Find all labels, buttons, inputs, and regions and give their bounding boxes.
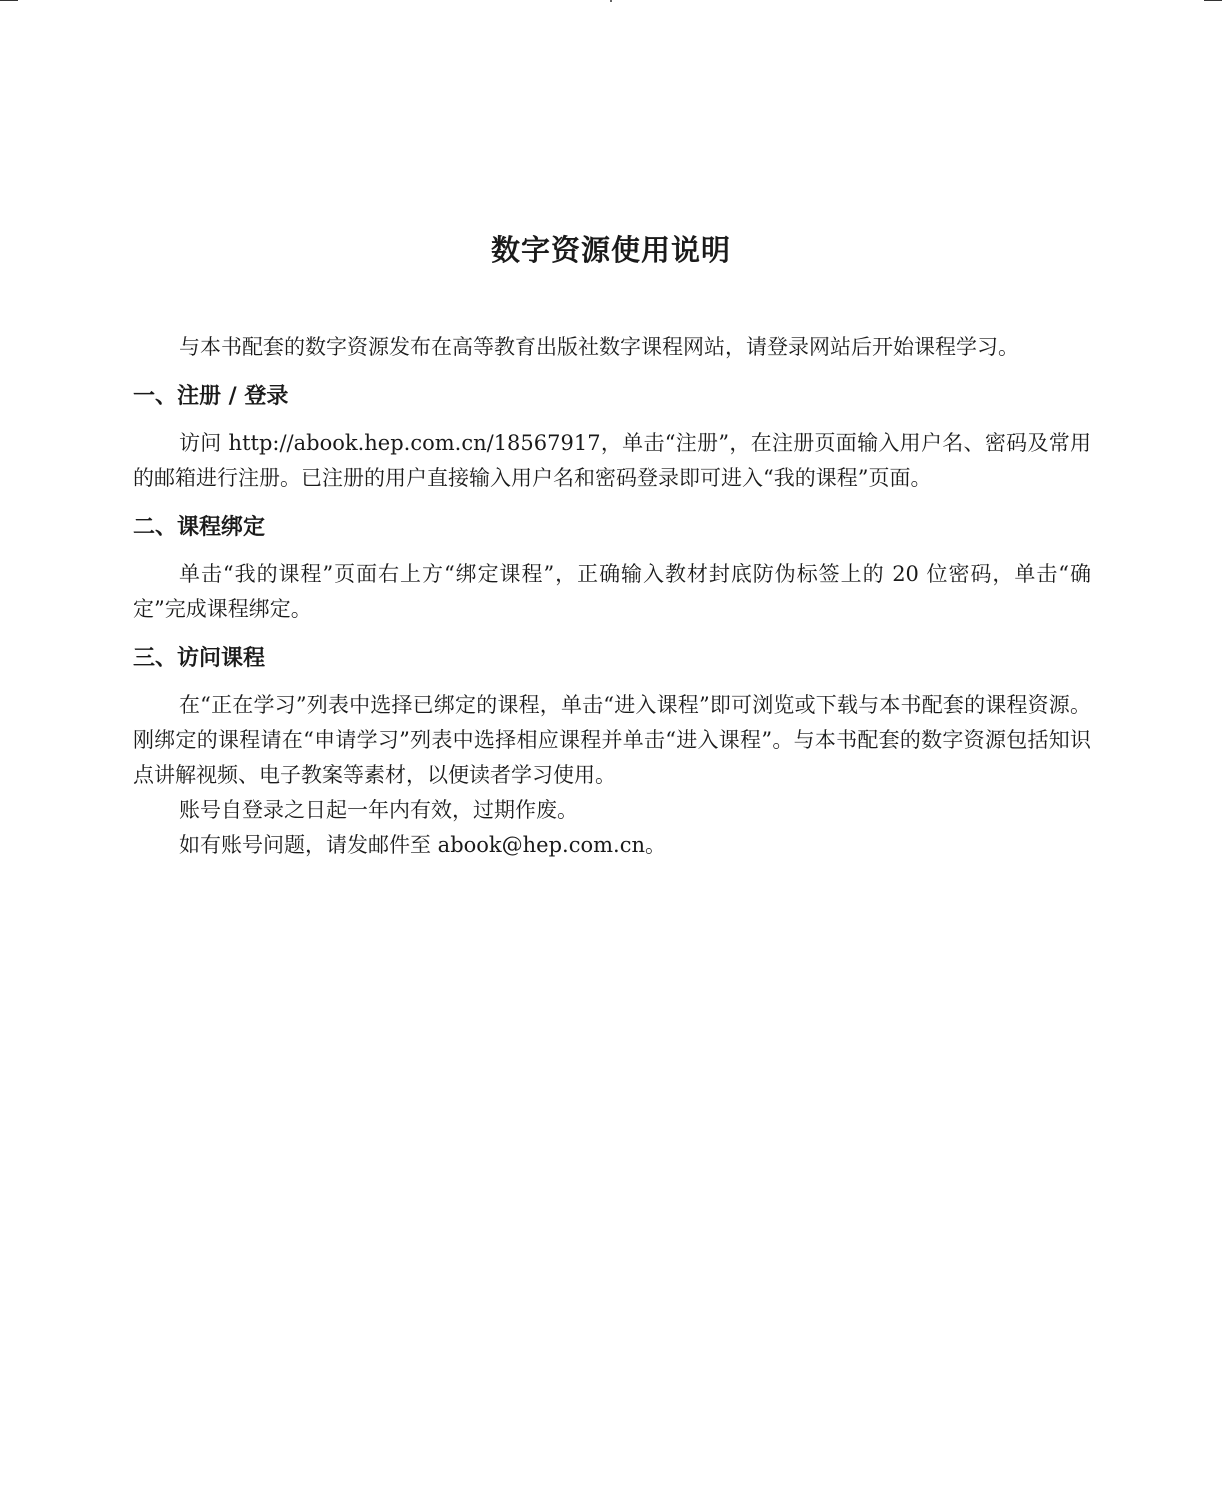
section-heading: 二、课程绑定 [133, 515, 266, 540]
intro-paragraph: 与本书配套的数字资源发布在高等教育出版社数字课程网站，请登录网站后开始课程学习。 [179, 335, 1019, 359]
document-body [133, 330, 1091, 863]
account-validity-note: 账号自登录之日起一年内有效，过期作废。 [179, 798, 578, 822]
crop-mark-left [0, 0, 18, 1]
section-course-binding [133, 510, 1091, 627]
section-heading: 一、注册 / 登录 [133, 384, 289, 409]
page-title: 数字资源使用说明 [490, 233, 731, 267]
crop-mark-right [1204, 0, 1222, 1]
section-paragraph: 访问 http://abook.hep.com.cn/18567917，单击“注册”，在注册页面输入用户名、密码及常用的邮箱进行注册。已注册的用户直接输入用户名和密码登录即可进入“我的课程”页面。 [133, 431, 1091, 490]
crop-mark-center [610, 0, 612, 2]
section-register-login [133, 379, 1091, 496]
section-paragraph: 在“正在学习”列表中选择已绑定的课程，单击“进入课程”即可浏览或下载与本书配套的课程资源。刚绑定的课程请在“申请学习”列表中选择相应课程并单击“进入课程”。与本书配套的数字资源包括知识点讲解视频、电子教案等素材，以便读者学习使用。 [133, 693, 1091, 787]
section-access-course [133, 641, 1091, 863]
section-paragraph: 单击“我的课程”页面右上方“绑定课程”，正确输入教材封底防伪标签上的 20 位密码，单击“确定”完成课程绑定。 [133, 562, 1091, 621]
section-heading: 三、访问课程 [133, 646, 266, 671]
contact-email-note: 如有账号问题，请发邮件至 abook@hep.com.cn。 [179, 833, 666, 857]
